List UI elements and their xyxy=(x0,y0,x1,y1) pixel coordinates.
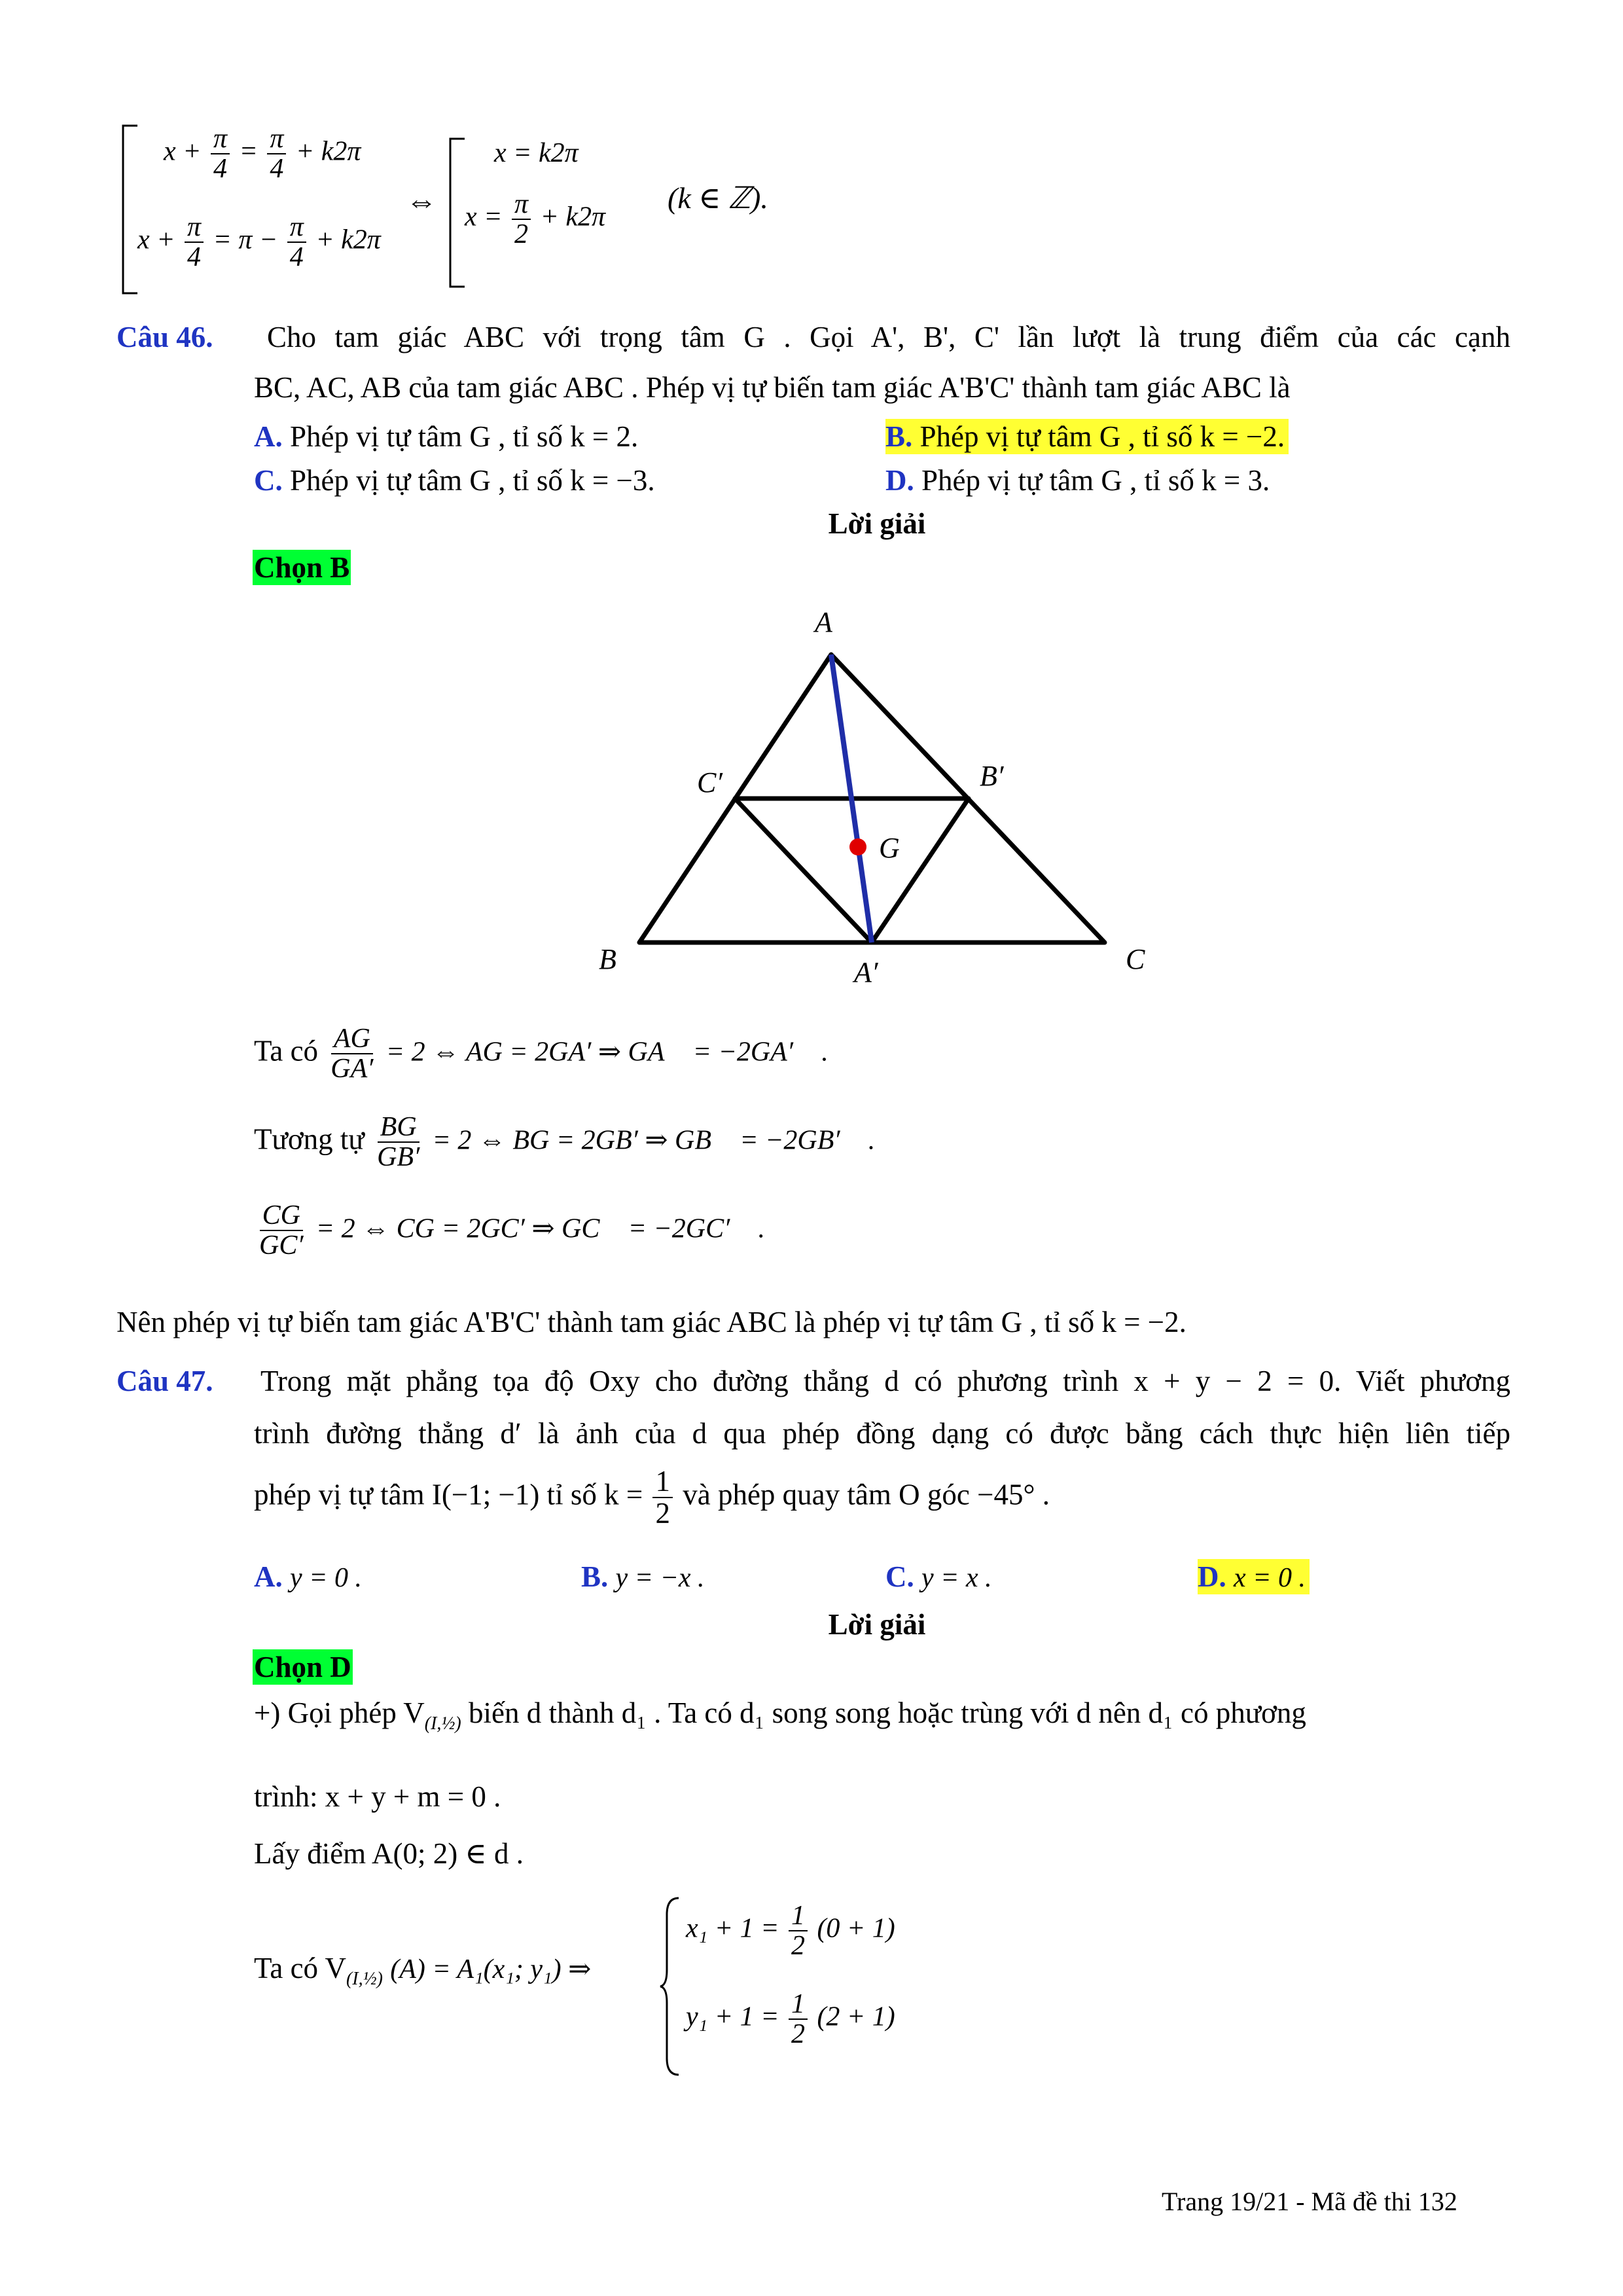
vertex-b1-label: B′ xyxy=(980,760,1004,792)
q47-option-a[interactable]: A. y = 0 . xyxy=(254,1560,362,1593)
q47-stem-line-3: phép vị tự tâm I(−1; −1) tỉ số k = $\frac{1}{2}$ và phép quay tâm O góc −45° . xyxy=(254,1465,1050,1530)
triangle-figure xyxy=(576,596,1165,1001)
q47-solution-para-4: Ta có $V_{(I,\frac{1}{2})}$ (A) = A₁(x₁; y₁) ⇒ xyxy=(254,1952,592,1989)
q46-option-b[interactable]: B. Phép vị tự tâm G , tỉ số k = −2. xyxy=(885,419,1289,454)
q47-system-eq-1: x₁ + 1 = $\frac{1}{2}$ (0 + 1) xyxy=(686,1901,895,1962)
q47-solution-para-3: Lấy điểm A(0; 2) ∈ d . xyxy=(254,1837,524,1870)
vertex-c-label: C xyxy=(1126,943,1145,975)
q47-option-c[interactable]: C. y = x . xyxy=(885,1560,992,1593)
q47-choice: Chọn D xyxy=(254,1651,351,1683)
q47-option-b[interactable]: B. y = −x . xyxy=(581,1560,705,1593)
q47-stem-line-1: Trong mặt phẳng tọa độ Oxy cho đường thẳng d có phương trình x + y − 2 = 0. Viết phương xyxy=(260,1365,1510,1397)
vertex-b-label: B xyxy=(599,943,616,975)
q46-option-a[interactable]: A. Phép vị tự tâm G , tỉ số k = 2. xyxy=(254,420,639,453)
q46-option-c[interactable]: C. Phép vị tự tâm G , tỉ số k = −3. xyxy=(254,464,655,497)
q47-solution-para-1: +) Gọi phép $V_{(I,\frac{1}{2})}$ biến d thành d₁ . Ta có d₁ song song hoặc trùng với d nên d₁ có phương xyxy=(254,1696,1306,1734)
equivalence-symbol: ⇔ xyxy=(406,184,437,219)
q46-stem-line-2: BC, AC, AB của tam giác ABC . Phép vị tự biến tam giác A'B'C' thành tam giác ABC là xyxy=(254,371,1291,404)
q47-label: Câu 47. xyxy=(116,1365,213,1397)
q46-option-d[interactable]: D. Phép vị tự tâm G , tỉ số k = 3. xyxy=(885,464,1270,497)
triangle-medial xyxy=(735,798,969,942)
q47-solution-title: Lời giải xyxy=(828,1608,926,1641)
q47-option-d[interactable]: D. x = 0 . xyxy=(1198,1559,1310,1594)
system-line-2: x + $\frac{\pi}{4}$ = π − $\frac{\pi}{4}$ + k2π xyxy=(137,212,381,273)
q46-conclusion: Nên phép vị tự biến tam giác A'B'C' thành tam giác ABC là phép vị tự tâm G , tỉ số k = −2. xyxy=(116,1306,1186,1338)
q46-solution-line-3: $\frac{CG}{GC'}$ = 2 ⇔ CG = 2GC′ ⇒ GC⃗ = −2GC′⃗ . xyxy=(259,1200,765,1261)
result-line-2: x = $\frac{\pi}{2}$ + k2π xyxy=(465,189,606,250)
q46-stem-line-1: Cho tam giác ABC với trọng tâm G . Gọi A', B', C' lần lượt là trung điểm của các cạnh xyxy=(267,321,1510,353)
system-line-1: x + $\frac{\pi}{4}$ = $\frac{\pi}{4}$ + k2π xyxy=(164,124,361,185)
vertex-a1-label: A′ xyxy=(854,956,878,988)
q47-solution-para-2: trình: x + y + m = 0 . xyxy=(254,1780,501,1813)
centroid-point xyxy=(849,838,866,855)
system-brace xyxy=(658,1895,684,2078)
centroid-label: G xyxy=(879,832,900,864)
q46-solution-line-1: Ta có $\frac{AG}{GA'}$ = 2 ⇔ AG = 2GA′ ⇒ GA⃗ = −2GA′⃗ . xyxy=(254,1024,829,1085)
top-equation-system xyxy=(118,118,772,301)
vertex-c1-label: C′ xyxy=(697,766,722,798)
q46-choice: Chọn B xyxy=(254,551,350,584)
q47-system-eq-2: y₁ + 1 = $\frac{1}{2}$ (2 + 1) xyxy=(686,1989,895,2050)
result-line-1: x = k2π xyxy=(494,138,579,168)
q46-label: Câu 46. xyxy=(116,321,213,353)
q47-stem-line-2: trình đường thẳng d′ là ảnh của d qua phép đồng dạng có được bằng cách thực hiện liên tiếp xyxy=(254,1417,1510,1450)
vertex-a-label: A xyxy=(815,606,832,638)
q46-solution-title: Lời giải xyxy=(828,507,926,540)
page-footer: Trang 19/21 - Mã đề thi 132 xyxy=(1162,2187,1457,2216)
integer-condition: (k ∈ ℤ). xyxy=(668,181,768,215)
q46-solution-line-2: Tương tự $\frac{BG}{GB'}$ = 2 ⇔ BG = 2GB′ ⇒ GB⃗ = −2GB′⃗ . xyxy=(254,1112,876,1173)
